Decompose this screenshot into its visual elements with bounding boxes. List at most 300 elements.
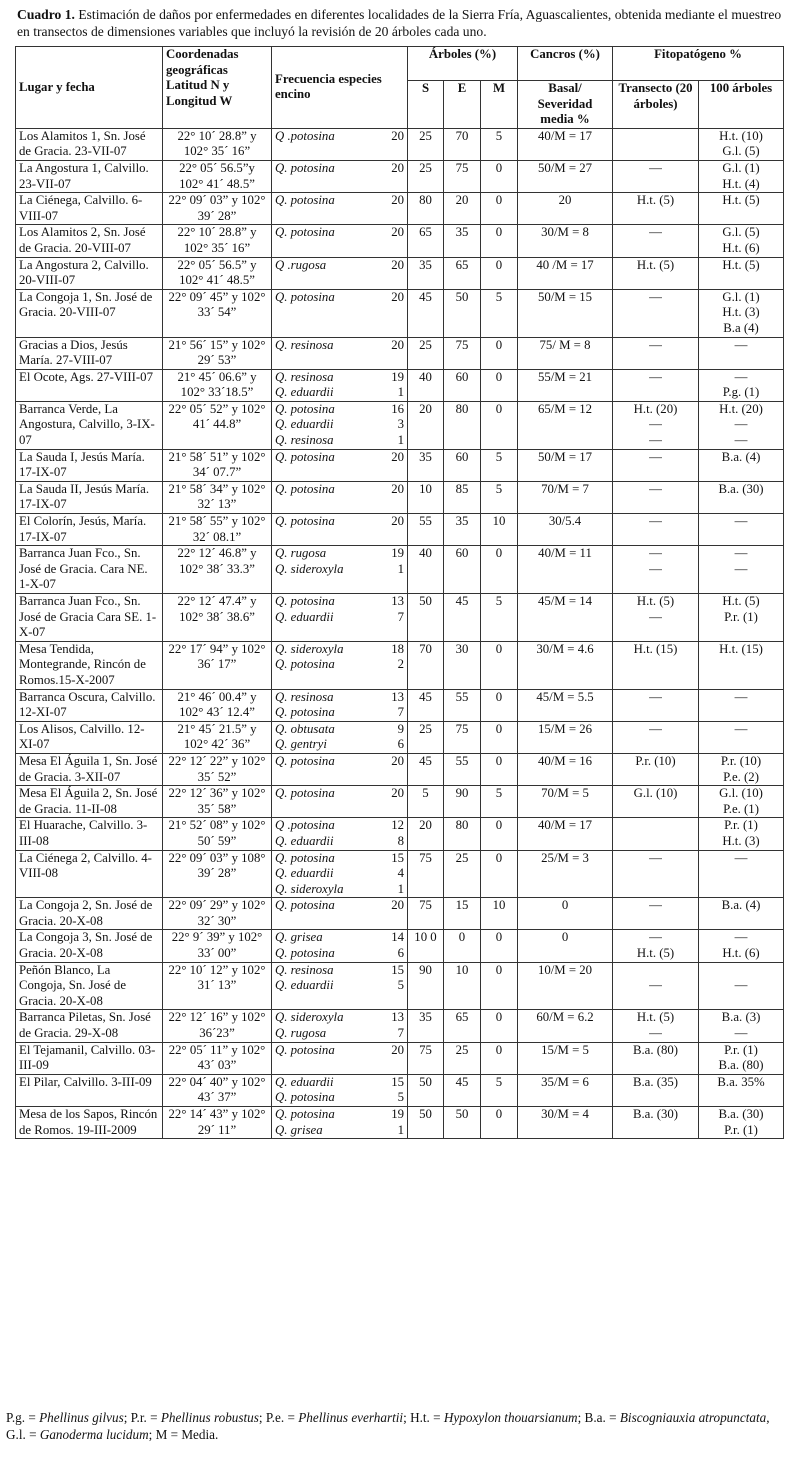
value-s-cell: 20 [408, 401, 444, 449]
species-count: 18 [391, 641, 404, 656]
species-name: Q .potosina [275, 818, 335, 833]
value-s-cell: 70 [408, 641, 444, 689]
table-row [16, 1107, 784, 1139]
species-cell [272, 401, 408, 449]
cien-arboles-cell [699, 225, 784, 257]
table-row [16, 898, 784, 930]
value-m-cell: 0 [481, 225, 518, 257]
place-date-cell: Mesa El Águila 2, Sn. José de Gracia. 11-II-08 [16, 786, 163, 818]
species-line [275, 963, 404, 979]
transecto-cell-line: — [649, 481, 662, 496]
footnote-segment: Biscogniauxia atropunctata [619, 1410, 767, 1425]
value-m-cell: 5 [481, 449, 518, 481]
species-line [275, 594, 404, 610]
species-name: Q. eduardii [275, 609, 334, 624]
species-cell [272, 481, 408, 513]
transecto-cell-line: — [649, 609, 662, 624]
species-line [275, 1043, 404, 1059]
value-basal-cell: 40/M = 17 [518, 818, 613, 850]
header-s: S [408, 81, 444, 129]
value-m-cell: 0 [481, 721, 518, 753]
species-count: 15 [391, 850, 404, 865]
transecto-cell-line [616, 963, 695, 979]
transecto-cell-line: — [649, 369, 662, 384]
transecto-cell-line: — [649, 449, 662, 464]
footnote-segment: P.g. = [6, 1410, 40, 1425]
species-line [275, 898, 404, 914]
species-name: Q. sideroxyla [275, 641, 344, 656]
species-cell [272, 128, 408, 160]
cien-arboles-cell [699, 449, 784, 481]
value-m-cell: 0 [481, 546, 518, 594]
species-cell [272, 962, 408, 1010]
value-s-cell: 90 [408, 962, 444, 1010]
species-name: Q. potosina [275, 594, 335, 608]
value-basal-cell: 30/M = 8 [518, 225, 613, 257]
cien-arboles-cell-line: — [734, 514, 748, 529]
value-s-cell: 45 [408, 289, 444, 337]
table-row [16, 546, 784, 594]
species-cell [272, 818, 408, 850]
cien-arboles-cell-line: H.t. (3) [722, 833, 760, 848]
cien-arboles-cell-line: G.l. (1) [722, 289, 760, 304]
value-basal-cell: 30/M = 4.6 [518, 641, 613, 689]
place-date-cell: La Angostura 1, Calvillo. 23-VII-07 [16, 160, 163, 192]
species-count: 19 [391, 546, 404, 561]
species-name: Q. eduardii [275, 833, 334, 848]
value-s-cell: 35 [408, 1010, 444, 1042]
header-frecuencia: Frecuencia especies encino [272, 47, 408, 129]
table-row [16, 689, 784, 721]
transecto-cell [613, 401, 699, 449]
cien-arboles-cell-line: H.t. (5) [722, 257, 760, 272]
table-row [16, 594, 784, 642]
cien-arboles-cell-line: B.a. (3) [721, 1010, 761, 1025]
species-count: 20 [391, 225, 404, 240]
species-line [275, 882, 404, 898]
cien-arboles-cell-line: H.t. (15) [719, 641, 763, 656]
coordinates-cell: 22° 05´ 11” y 102° 43´ 03” [163, 1042, 272, 1074]
coordinates-cell: 22° 09´ 03” y 102° 39´ 28” [163, 193, 272, 225]
species-line [275, 482, 404, 498]
transecto-cell [613, 818, 699, 850]
transecto-cell [613, 786, 699, 818]
species-line [275, 834, 404, 850]
transecto-cell-line: H.t. (5) [636, 1010, 675, 1025]
species-line [275, 722, 404, 738]
coordinates-cell: 22° 12´ 22” y 102° 35´ 52” [163, 753, 272, 785]
species-count: 13 [391, 1010, 404, 1025]
species-name: Q. potosina [275, 514, 335, 529]
species-name: Q. potosina [275, 160, 335, 175]
species-name: Q. potosina [275, 753, 335, 768]
place-date-cell: La Sauda II, Jesús María. 17-IX-07 [16, 481, 163, 513]
species-line [275, 754, 404, 770]
transecto-cell-line: — [649, 417, 662, 432]
cien-arboles-cell-line: B.a. (30) [718, 481, 764, 496]
value-basal-cell: 20 [518, 193, 613, 225]
transecto-cell-line: H.t. (5) [636, 594, 675, 608]
transecto-cell-line: — [649, 561, 662, 576]
coordinates-cell: 21° 45´ 21.5” y 102° 42´ 36” [163, 721, 272, 753]
cien-arboles-cell-line: H.t. (6) [722, 946, 760, 961]
species-name: Q. eduardii [275, 866, 334, 881]
table-header [16, 47, 784, 129]
species-count: 2 [397, 657, 404, 672]
species-count: 20 [391, 193, 404, 208]
species-line [275, 433, 404, 449]
table-row [16, 930, 784, 962]
value-m-cell: 5 [481, 289, 518, 337]
transecto-cell [613, 962, 699, 1010]
species-cell [272, 289, 408, 337]
value-s-cell: 35 [408, 449, 444, 481]
value-m-cell: 0 [481, 1042, 518, 1074]
cien-arboles-cell [699, 721, 784, 753]
species-count: 20 [391, 514, 404, 529]
table-row [16, 128, 784, 160]
species-line [275, 562, 404, 578]
footnote-segment: ; P.r. = [123, 1410, 161, 1425]
transecto-cell [613, 721, 699, 753]
species-line [275, 1010, 404, 1026]
value-basal-cell: 0 [518, 930, 613, 962]
table-row [16, 514, 784, 546]
transecto-cell-line: B.a. (80) [632, 1042, 679, 1057]
table-body [16, 128, 784, 1138]
species-line [275, 129, 404, 145]
cien-arboles-cell-line: B.a. (4) [721, 898, 761, 913]
species-count: 12 [391, 818, 404, 833]
species-name: Q. potosina [275, 289, 335, 304]
value-s-cell: 75 [408, 850, 444, 898]
species-line [275, 385, 404, 401]
species-name: Q. eduardii [275, 978, 334, 993]
species-name: Q. eduardii [275, 385, 334, 400]
cien-arboles-cell-line: P.e. (1) [723, 801, 759, 816]
species-count: 19 [391, 1107, 404, 1121]
value-s-cell: 5 [408, 786, 444, 818]
table-row [16, 786, 784, 818]
species-line [275, 786, 404, 802]
value-m-cell: 0 [481, 850, 518, 898]
table-caption [17, 6, 787, 40]
cien-arboles-cell [699, 962, 784, 1010]
cien-arboles-cell-line: H.t. (5) [722, 193, 760, 208]
coordinates-cell: 22° 12´ 36” y 102° 35´ 58” [163, 786, 272, 818]
species-line [275, 402, 404, 418]
cien-arboles-cell-line: H.t. (4) [722, 176, 760, 191]
cien-arboles-cell-line: H.t. (20) [719, 401, 763, 416]
coordinates-cell: 22° 05´ 56.5”y 102° 41´ 48.5” [163, 160, 272, 192]
species-cell [272, 721, 408, 753]
species-cell [272, 1010, 408, 1042]
transecto-cell-line: — [649, 978, 662, 993]
cien-arboles-cell-line: — [734, 546, 748, 561]
species-name: Q. potosina [275, 1042, 335, 1057]
species-count: 6 [397, 946, 404, 961]
species-count: 13 [391, 689, 404, 704]
value-m-cell: 5 [481, 786, 518, 818]
species-line [275, 946, 404, 962]
species-name: Q. gentryi [275, 737, 327, 752]
footnote-segment: Ganoderma lucidum [39, 1427, 149, 1442]
header-coordenadas: Coordenadas geográficas Latitud N y Longitud W [163, 47, 272, 129]
species-line [275, 690, 404, 706]
species-line [275, 546, 404, 562]
value-s-cell: 25 [408, 721, 444, 753]
coordinates-cell: 22° 12´ 16” y 102° 36´23” [163, 1010, 272, 1042]
cien-arboles-cell [699, 514, 784, 546]
table-row [16, 369, 784, 401]
cien-arboles-cell [699, 594, 784, 642]
value-e-cell: 65 [444, 1010, 481, 1042]
value-basal-cell: 40 /M = 17 [518, 257, 613, 289]
value-s-cell: 45 [408, 753, 444, 785]
transecto-cell-line: — [649, 160, 662, 175]
value-s-cell: 75 [408, 1042, 444, 1074]
value-m-cell: 0 [481, 369, 518, 401]
transecto-cell-line: — [649, 721, 662, 736]
table-row [16, 257, 784, 289]
cien-arboles-cell [699, 337, 784, 369]
species-name: Q .potosina [275, 128, 335, 143]
place-date-cell: Los Alamitos 2, Sn. José de Gracia. 20-VIII-07 [16, 225, 163, 257]
cien-arboles-cell [699, 546, 784, 594]
value-e-cell: 80 [444, 818, 481, 850]
cien-arboles-cell [699, 257, 784, 289]
species-name: Q. sideroxyla [275, 1010, 344, 1025]
species-name: Q. potosina [275, 705, 335, 720]
species-count: 1 [397, 881, 404, 896]
species-name: Q. potosina [275, 225, 335, 240]
caption-text: Estimación de daños por enfermedades en diferentes localidades de la Sierra Fría, Aguascalientes, obtenida mediante el muestreo en transectos de dimensiones variables que incluyó la revisión de 20 árboles cada uno. [17, 7, 782, 39]
value-e-cell: 50 [444, 1107, 481, 1139]
transecto-cell-line: — [649, 850, 662, 865]
table-row [16, 337, 784, 369]
cien-arboles-cell [699, 818, 784, 850]
transecto-cell [613, 369, 699, 401]
transecto-cell [613, 1042, 699, 1074]
header-100-arboles: 100 árboles [699, 81, 784, 129]
species-count: 20 [391, 337, 404, 352]
value-m-cell: 0 [481, 160, 518, 192]
species-count: 20 [391, 898, 404, 913]
species-cell [272, 1074, 408, 1106]
species-name: Q. resinosa [275, 433, 334, 448]
value-s-cell: 10 [408, 481, 444, 513]
coordinates-cell: 21° 58´ 51” y 102° 34´ 07.7” [163, 449, 272, 481]
footnote-segment: ; M = Media. [148, 1427, 219, 1442]
species-count: 20 [391, 289, 404, 304]
caption-label: Cuadro 1. [17, 7, 75, 22]
cien-arboles-cell-line: H.t. (5) [722, 594, 760, 608]
transecto-cell [613, 1010, 699, 1042]
table-row [16, 641, 784, 689]
coordinates-cell: 22° 04´ 40” y 102° 43´ 37” [163, 1074, 272, 1106]
cien-arboles-cell [699, 128, 784, 160]
place-date-cell: El Pilar, Calvillo. 3-III-09 [16, 1074, 163, 1106]
value-m-cell: 10 [481, 898, 518, 930]
species-line [275, 1123, 404, 1139]
transecto-cell-line: — [649, 514, 662, 529]
value-basal-cell: 65/M = 12 [518, 401, 613, 449]
header-transecto: Transecto (20 árboles) [613, 81, 699, 129]
value-e-cell: 60 [444, 369, 481, 401]
value-m-cell: 0 [481, 1107, 518, 1139]
species-cell [272, 337, 408, 369]
coordinates-cell: 21° 58´ 55” y 102° 32´ 08.1” [163, 514, 272, 546]
value-basal-cell: 50/M = 27 [518, 160, 613, 192]
value-e-cell: 60 [444, 546, 481, 594]
transecto-cell-line: H.t. (20) [633, 401, 678, 416]
cien-arboles-cell [699, 369, 784, 401]
value-e-cell: 70 [444, 128, 481, 160]
coordinates-cell: 21° 46´ 00.4” y 102° 43´ 12.4” [163, 689, 272, 721]
transecto-cell [613, 641, 699, 689]
value-m-cell: 5 [481, 1074, 518, 1106]
species-count: 7 [397, 609, 404, 624]
species-line [275, 705, 404, 721]
value-s-cell: 75 [408, 898, 444, 930]
species-count: 15 [391, 1074, 404, 1089]
species-name: Q. potosina [275, 401, 335, 416]
coordinates-cell: 22° 10´ 28.8” y 102° 35´ 16” [163, 225, 272, 257]
header-cancros: Cancros (%) [518, 47, 613, 81]
species-line [275, 737, 404, 753]
coordinates-cell: 22° 05´ 56.5” y 102° 41´ 48.5” [163, 257, 272, 289]
species-count: 20 [391, 160, 404, 175]
cien-arboles-cell [699, 1107, 784, 1139]
value-s-cell: 25 [408, 160, 444, 192]
species-line [275, 450, 404, 466]
transecto-cell-line: — [649, 1026, 662, 1041]
species-count: 3 [397, 417, 404, 432]
cien-arboles-cell-line: — [734, 850, 748, 865]
cien-arboles-cell-line: — [734, 978, 748, 993]
species-count: 1 [397, 1122, 404, 1137]
species-cell [272, 257, 408, 289]
species-name: Q. potosina [275, 481, 335, 496]
species-cell [272, 898, 408, 930]
species-line [275, 1090, 404, 1106]
species-count: 9 [397, 721, 404, 736]
value-m-cell: 5 [481, 128, 518, 160]
species-count: 20 [391, 753, 404, 768]
species-name: Q. potosina [275, 1090, 335, 1105]
species-cell [272, 641, 408, 689]
header-e: E [444, 81, 481, 129]
value-e-cell: 55 [444, 689, 481, 721]
cien-arboles-cell [699, 641, 784, 689]
species-cell [272, 753, 408, 785]
species-name: Q. resinosa [275, 369, 334, 384]
species-count: 8 [397, 833, 404, 848]
species-count: 19 [391, 369, 404, 384]
species-count: 20 [391, 449, 404, 464]
species-line [275, 338, 404, 354]
transecto-cell-line: B.a. (35) [632, 1074, 679, 1089]
table-row [16, 721, 784, 753]
value-basal-cell: 25/M = 3 [518, 850, 613, 898]
species-count: 15 [391, 962, 404, 977]
transecto-cell-line: G.l. (10) [633, 786, 678, 801]
species-name: Q. eduardii [275, 417, 334, 432]
table-row [16, 160, 784, 192]
cien-arboles-cell [699, 850, 784, 898]
transecto-cell [613, 594, 699, 642]
transecto-cell [613, 1107, 699, 1139]
species-count: 7 [397, 705, 404, 720]
value-basal-cell: 30/5.4 [518, 514, 613, 546]
value-m-cell: 0 [481, 753, 518, 785]
transecto-cell-line: — [649, 898, 662, 913]
table-row [16, 1074, 784, 1106]
species-name: Q. potosina [275, 850, 335, 865]
footnote-segment: Phellinus robustus [160, 1410, 259, 1425]
value-m-cell: 10 [481, 514, 518, 546]
cien-arboles-cell [699, 401, 784, 449]
value-e-cell: 25 [444, 850, 481, 898]
value-s-cell: 25 [408, 337, 444, 369]
footnote-segment: ; P.e. = [258, 1410, 299, 1425]
coordinates-cell: 22° 05´ 52” y 102° 41´ 44.8” [163, 401, 272, 449]
species-count: 13 [391, 594, 404, 608]
value-basal-cell: 40/M = 17 [518, 128, 613, 160]
species-count: 7 [397, 1026, 404, 1041]
cien-arboles-cell-line: — [734, 417, 748, 432]
transecto-cell-line: — [649, 546, 662, 561]
species-line [275, 370, 404, 386]
place-date-cell: La Angostura 2, Calvillo. 20-VIII-07 [16, 257, 163, 289]
species-cell [272, 1042, 408, 1074]
cien-arboles-cell-line: B.a. (4) [721, 449, 761, 464]
transecto-cell [613, 128, 699, 160]
transecto-cell-line: P.r. (10) [635, 753, 676, 768]
species-name: Q. potosina [275, 657, 335, 672]
value-e-cell: 85 [444, 481, 481, 513]
value-m-cell: 0 [481, 930, 518, 962]
value-e-cell: 10 [444, 962, 481, 1010]
species-line [275, 161, 404, 177]
species-cell [272, 193, 408, 225]
cien-arboles-cell-line [702, 963, 780, 979]
species-line [275, 818, 404, 834]
coordinates-cell: 22° 12´ 47.4” y 102° 38´ 38.6” [163, 594, 272, 642]
place-date-cell: Los Alisos, Calvillo. 12-XI-07 [16, 721, 163, 753]
cien-arboles-cell-line: B.a. (30) [718, 1107, 764, 1121]
transecto-cell [613, 449, 699, 481]
species-name: Q. sideroxyla [275, 881, 344, 896]
value-m-cell: 0 [481, 193, 518, 225]
value-s-cell: 50 [408, 1107, 444, 1139]
transecto-cell-line: — [649, 930, 662, 945]
cien-arboles-cell-line: — [734, 433, 748, 448]
value-s-cell: 40 [408, 546, 444, 594]
transecto-cell [613, 689, 699, 721]
cien-arboles-cell-line: G.l. (10) [719, 786, 763, 801]
species-name: Q. resinosa [275, 337, 334, 352]
table-row [16, 1042, 784, 1074]
place-date-cell: La Congoja 1, Sn. José de Gracia. 20-VIII-07 [16, 289, 163, 337]
value-e-cell: 45 [444, 594, 481, 642]
transecto-cell-line: — [649, 289, 662, 304]
footnote-segment: ; B.a. = [577, 1410, 620, 1425]
transecto-cell-line: — [649, 337, 662, 352]
place-date-cell: Gracias a Dios, Jesús María. 27-VIII-07 [16, 337, 163, 369]
species-cell [272, 160, 408, 192]
cien-arboles-cell-line: G.l. (5) [722, 144, 760, 159]
